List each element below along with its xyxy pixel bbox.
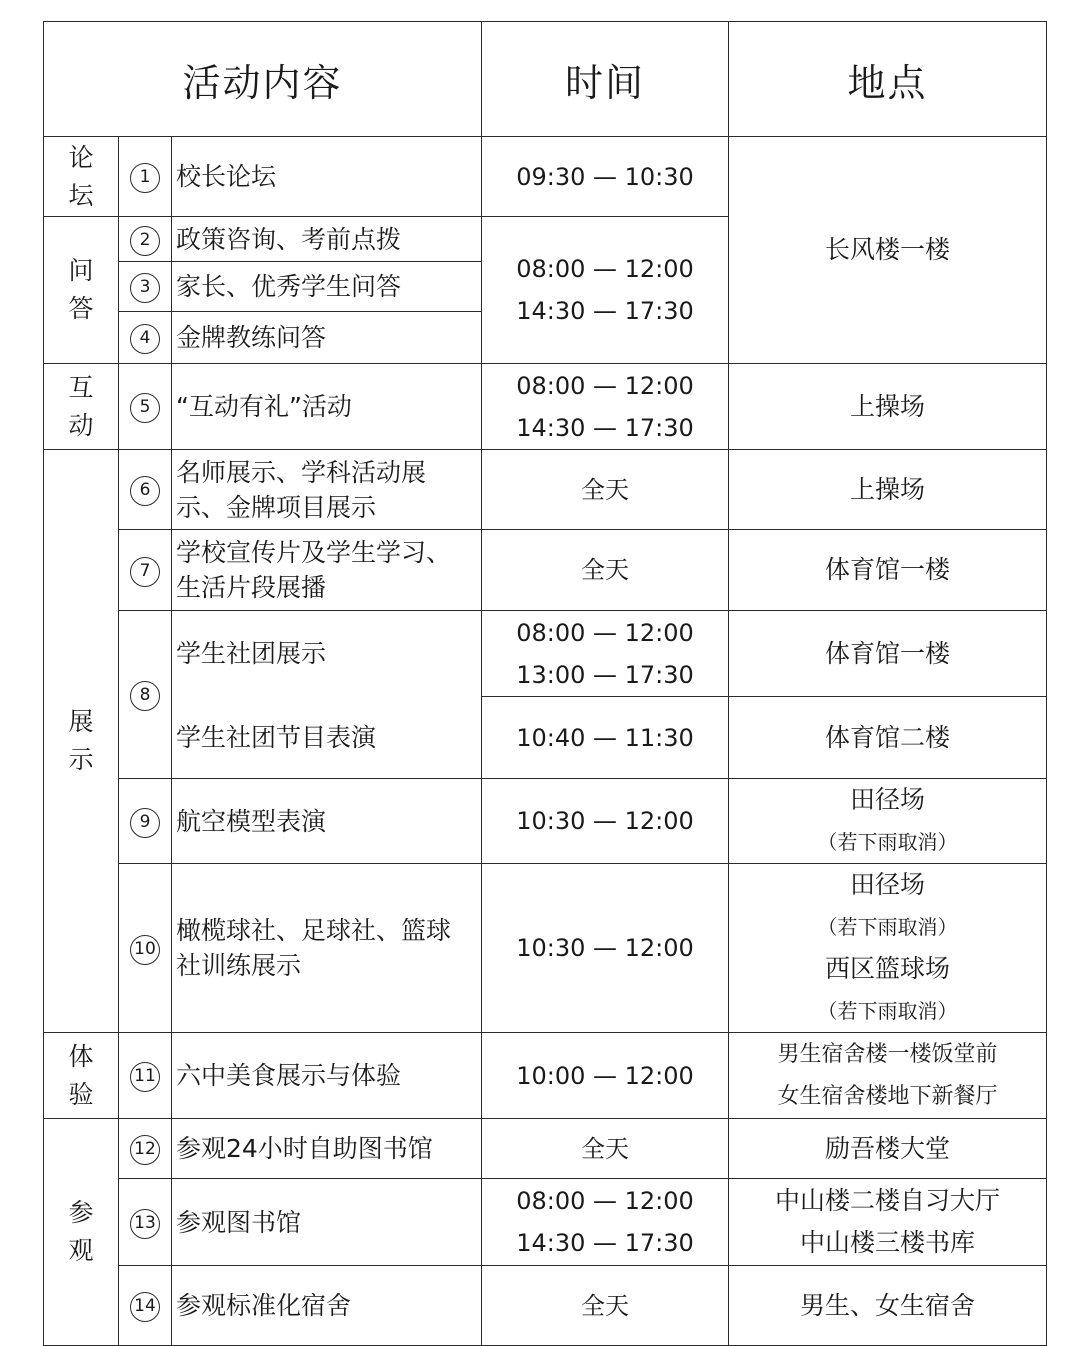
item-number: 5 — [119, 364, 172, 450]
item-name: 学校宣传片及学生学习、 生活片段展播 — [172, 530, 482, 611]
item-place: 中山楼二楼自习大厅 中山楼三楼书库 — [729, 1179, 1047, 1266]
item-time: 全天 — [482, 1266, 729, 1346]
item-place: 上操场 — [729, 450, 1047, 530]
item-time: 08:00 — 12:00 14:30 — 17:30 — [482, 364, 729, 450]
item-number: 1 — [119, 137, 172, 217]
table-row — [44, 611, 1047, 697]
item-name: 金牌教练问答 — [172, 312, 482, 364]
item-time: 09:30 — 10:30 — [482, 137, 729, 217]
header-place: 地点 — [729, 22, 1047, 137]
item-name: 橄榄球社、足球社、篮球 社训练展示 — [172, 864, 482, 1033]
item-place: 体育馆一楼 — [729, 530, 1047, 611]
item-number: 10 — [119, 864, 172, 1033]
table-row — [44, 1179, 1047, 1266]
category-zhanshi: 展 示 — [44, 450, 119, 1033]
table-row — [44, 1033, 1047, 1119]
item-name: 政策咨询、考前点拨 — [172, 217, 482, 262]
header-row — [44, 22, 1047, 137]
item-name: 家长、优秀学生问答 — [172, 262, 482, 312]
table-row — [44, 364, 1047, 450]
item-place: 田径场 （若下雨取消） — [729, 779, 1047, 864]
item-place: 上操场 — [729, 364, 1047, 450]
item-time: 08:00 — 12:00 14:30 — 17:30 — [482, 1179, 729, 1266]
table-row — [44, 864, 1047, 1033]
item-time: 全天 — [482, 1119, 729, 1179]
item-number: 4 — [119, 312, 172, 364]
category-tiyan: 体 验 — [44, 1033, 119, 1119]
table-row — [44, 779, 1047, 864]
item-time: 08:00 — 12:00 13:00 — 17:30 — [482, 611, 729, 697]
item-name: 名师展示、学科活动展 示、金牌项目展示 — [172, 450, 482, 530]
header-time: 时间 — [482, 22, 729, 137]
item-place: 田径场 （若下雨取消） 西区篮球场 （若下雨取消） — [729, 864, 1047, 1033]
item-number: 13 — [119, 1179, 172, 1266]
item-number: 2 — [119, 217, 172, 262]
category-hudong: 互 动 — [44, 364, 119, 450]
item-number: 8 — [119, 611, 172, 779]
header-activity: 活动内容 — [44, 22, 482, 137]
table-row — [44, 697, 1047, 779]
item-number: 12 — [119, 1119, 172, 1179]
item-time: 10:00 — 12:00 — [482, 1033, 729, 1119]
item-time: 10:40 — 11:30 — [482, 697, 729, 779]
activity-schedule-table — [43, 21, 1047, 1346]
table-row — [44, 1119, 1047, 1179]
item-place: 男生宿舍楼一楼饭堂前 女生宿舍楼地下新餐厅 — [729, 1033, 1047, 1119]
item-time: 10:30 — 12:00 — [482, 864, 729, 1033]
item-place: 体育馆二楼 — [729, 697, 1047, 779]
item-name: 参观标准化宿舍 — [172, 1266, 482, 1346]
table-row — [44, 137, 1047, 217]
item-number: 11 — [119, 1033, 172, 1119]
category-wenda: 问 答 — [44, 217, 119, 364]
item-time: 10:30 — 12:00 — [482, 779, 729, 864]
item-number: 14 — [119, 1266, 172, 1346]
category-canguan: 参 观 — [44, 1119, 119, 1346]
item-name: 参观24小时自助图书馆 — [172, 1119, 482, 1179]
item-time: 全天 — [482, 530, 729, 611]
item-place: 男生、女生宿舍 — [729, 1266, 1047, 1346]
table-row — [44, 450, 1047, 530]
item-name: 学生社团节目表演 — [172, 697, 482, 779]
item-name: 航空模型表演 — [172, 779, 482, 864]
item-number: 9 — [119, 779, 172, 864]
table-row — [44, 1266, 1047, 1346]
item-name: 校长论坛 — [172, 137, 482, 217]
table-row — [44, 530, 1047, 611]
item-name: “互动有礼”活动 — [172, 364, 482, 450]
item-number: 6 — [119, 450, 172, 530]
item-time: 全天 — [482, 450, 729, 530]
item-name: 参观图书馆 — [172, 1179, 482, 1266]
item-place: 励吾楼大堂 — [729, 1119, 1047, 1179]
item-name: 学生社团展示 — [172, 611, 482, 697]
item-number: 7 — [119, 530, 172, 611]
category-luntan: 论 坛 — [44, 137, 119, 217]
item-name: 六中美食展示与体验 — [172, 1033, 482, 1119]
item-place: 体育馆一楼 — [729, 611, 1047, 697]
item-place: 长风楼一楼 — [729, 137, 1047, 364]
item-time: 08:00 — 12:00 14:30 — 17:30 — [482, 217, 729, 364]
item-number: 3 — [119, 262, 172, 312]
